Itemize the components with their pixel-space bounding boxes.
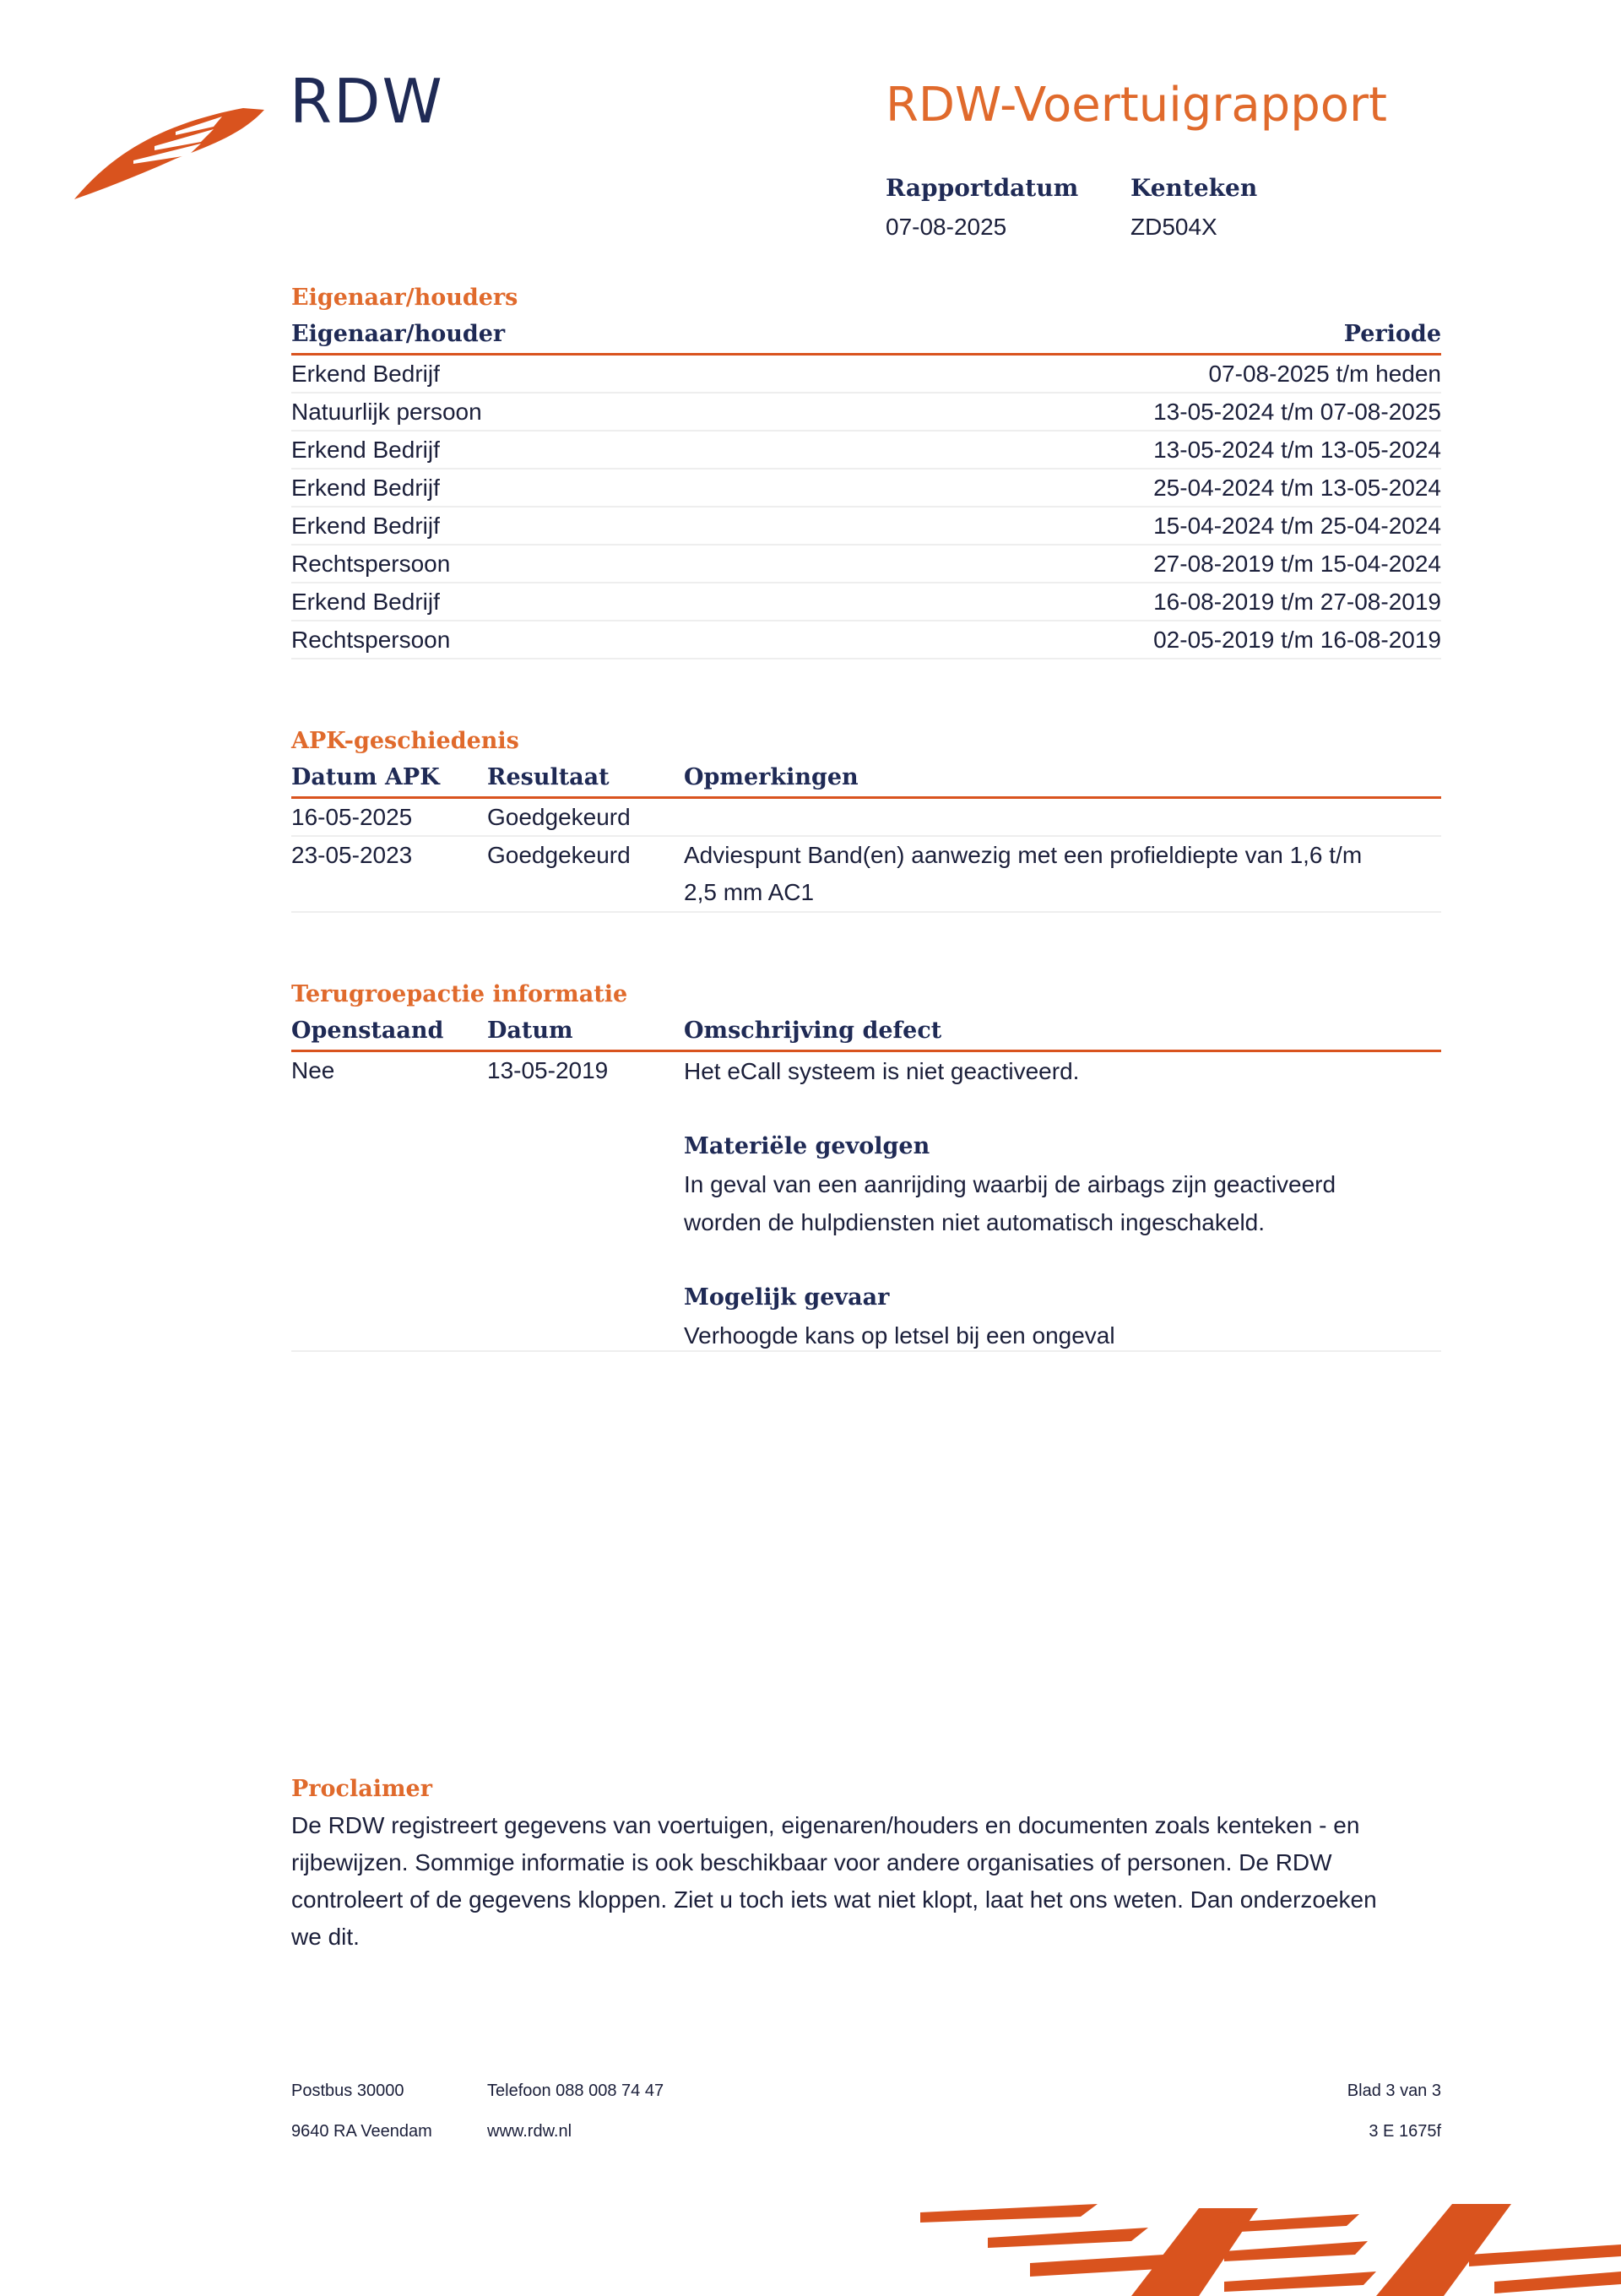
- col-recall-open: Openstaand: [291, 1018, 444, 1044]
- table-row: [291, 470, 1441, 508]
- owner-cell: Rechtspersoon: [291, 551, 451, 577]
- period-cell: 27-08-2019 t/m 15-04-2024: [1153, 551, 1441, 577]
- table-row: [291, 837, 1441, 913]
- owner-cell: Erkend Bedrijf: [291, 513, 440, 539]
- apk-date-cell: 16-05-2025: [291, 804, 413, 830]
- table-row: [291, 799, 1441, 837]
- proclaimer-title: Proclaimer: [291, 1776, 432, 1802]
- owner-cell: Rechtspersoon: [291, 627, 451, 653]
- owner-cell: Erkend Bedrijf: [291, 589, 440, 615]
- period-cell: 25-04-2024 t/m 13-05-2024: [1153, 475, 1441, 501]
- recall-description-cell: [684, 1052, 1427, 1354]
- plate-block: [1130, 174, 1257, 241]
- table-row: [291, 432, 1441, 470]
- table-row: [291, 1052, 1441, 1352]
- section-title-apk: APK-geschiedenis: [291, 728, 519, 754]
- owner-cell: Natuurlijk persoon: [291, 399, 482, 425]
- period-cell: 16-08-2019 t/m 27-08-2019: [1153, 589, 1441, 615]
- proclaimer-text: [291, 1807, 1423, 1956]
- plate-value: ZD504X: [1130, 214, 1217, 240]
- proclaimer-line: rijbewijzen. Sommige informatie is ook beschikbaar voor andere organisaties of personen. De RDW: [291, 1849, 1332, 1875]
- table-row: [291, 394, 1441, 432]
- recall-table-header: [291, 1012, 1441, 1052]
- period-cell: 13-05-2024 t/m 07-08-2025: [1153, 399, 1441, 425]
- col-owner: Eigenaar/houder: [291, 321, 506, 347]
- apk-remarks-cell: Adviespunt Band(en) aanwezig met een profieldiepte van 1,6 t/m: [684, 842, 1363, 868]
- apk-result-cell: Goedgekeurd: [487, 842, 631, 868]
- material-consequences-title: Materiële gevolgen: [684, 1133, 930, 1159]
- col-period: Periode: [1343, 321, 1441, 347]
- possible-danger-title: Mogelijk gevaar: [684, 1284, 890, 1311]
- owners-table-header: [291, 316, 1441, 356]
- owners-section: [291, 285, 1441, 659]
- period-cell: 15-04-2024 t/m 25-04-2024: [1153, 513, 1441, 539]
- period-cell: 02-05-2019 t/m 16-08-2019: [1153, 627, 1441, 653]
- period-cell: 13-05-2024 t/m 13-05-2024: [1153, 437, 1441, 463]
- possible-danger-text: Verhoogde kans op letsel bij een ongeval: [684, 1322, 1115, 1349]
- owner-cell: Erkend Bedrijf: [291, 475, 440, 501]
- recall-open-cell: Nee: [291, 1057, 335, 1083]
- table-row: [291, 583, 1441, 621]
- col-recall-description: Omschrijving defect: [684, 1018, 942, 1044]
- section-title-owners: Eigenaar/houders: [291, 285, 518, 311]
- owner-cell: Erkend Bedrijf: [291, 361, 440, 387]
- material-consequences-line1: In geval van een aanrijding waarbij de airbags zijn geactiveerd: [684, 1171, 1336, 1197]
- report-date-block: [886, 174, 1078, 241]
- col-apk-remarks: Opmerkingen: [684, 764, 859, 790]
- footer-website-link[interactable]: www.rdw.nl: [487, 2122, 572, 2141]
- apk-date-cell: 23-05-2023: [291, 842, 413, 868]
- proclaimer-line: we dit.: [291, 1924, 360, 1950]
- recall-date-cell: 13-05-2019: [487, 1057, 609, 1083]
- apk-section: [291, 728, 1441, 913]
- apk-remarks-cell-continued: 2,5 mm AC1: [684, 879, 815, 905]
- table-row: [291, 546, 1441, 583]
- recall-section: [291, 981, 1441, 1352]
- apk-table-header: [291, 759, 1441, 799]
- report-title: RDW-Voertuigrapport: [886, 78, 1387, 133]
- proclaimer-line: De RDW registreert gegevens van voertuigen, eigenaren/houders en documenten zoals kenteken - en: [291, 1812, 1360, 1838]
- footer-po-box: Postbus 30000: [291, 2082, 404, 2100]
- col-apk-result: Resultaat: [487, 764, 610, 790]
- footer-phone: Telefoon 088 008 74 47: [487, 2082, 664, 2100]
- logo-text: RDW: [290, 66, 444, 137]
- report-date-value: 07-08-2025: [886, 214, 1007, 240]
- footer-city: 9640 RA Veendam: [291, 2122, 432, 2141]
- footer-page-number: Blad 3 van 3: [1347, 2082, 1441, 2100]
- decorative-stripes-icon: [920, 2204, 1621, 2296]
- section-title-recall: Terugroepactie informatie: [291, 981, 628, 1007]
- col-apk-date: Datum APK: [291, 764, 440, 790]
- material-consequences-line2: worden de hulpdiensten niet automatisch ingeschakeld.: [684, 1209, 1266, 1235]
- owner-cell: Erkend Bedrijf: [291, 437, 440, 463]
- table-row: [291, 508, 1441, 546]
- proclaimer-line: controleert of de gegevens kloppen. Ziet u toch iets wat niet klopt, laat het ons weten. Dan onderzoeken: [291, 1886, 1377, 1913]
- col-recall-date: Datum: [487, 1018, 573, 1044]
- table-row: [291, 621, 1441, 659]
- period-cell: 07-08-2025 t/m heden: [1208, 361, 1441, 387]
- recall-description: Het eCall systeem is niet geactiveerd.: [684, 1058, 1080, 1084]
- plate-label: Kenteken: [1130, 174, 1258, 202]
- footer-code: 3 E 1675f: [1369, 2122, 1441, 2141]
- table-row: [291, 356, 1441, 394]
- report-date-label: Rapportdatum: [886, 174, 1079, 202]
- apk-result-cell: Goedgekeurd: [487, 804, 631, 830]
- rdw-logo-icon: [74, 100, 268, 205]
